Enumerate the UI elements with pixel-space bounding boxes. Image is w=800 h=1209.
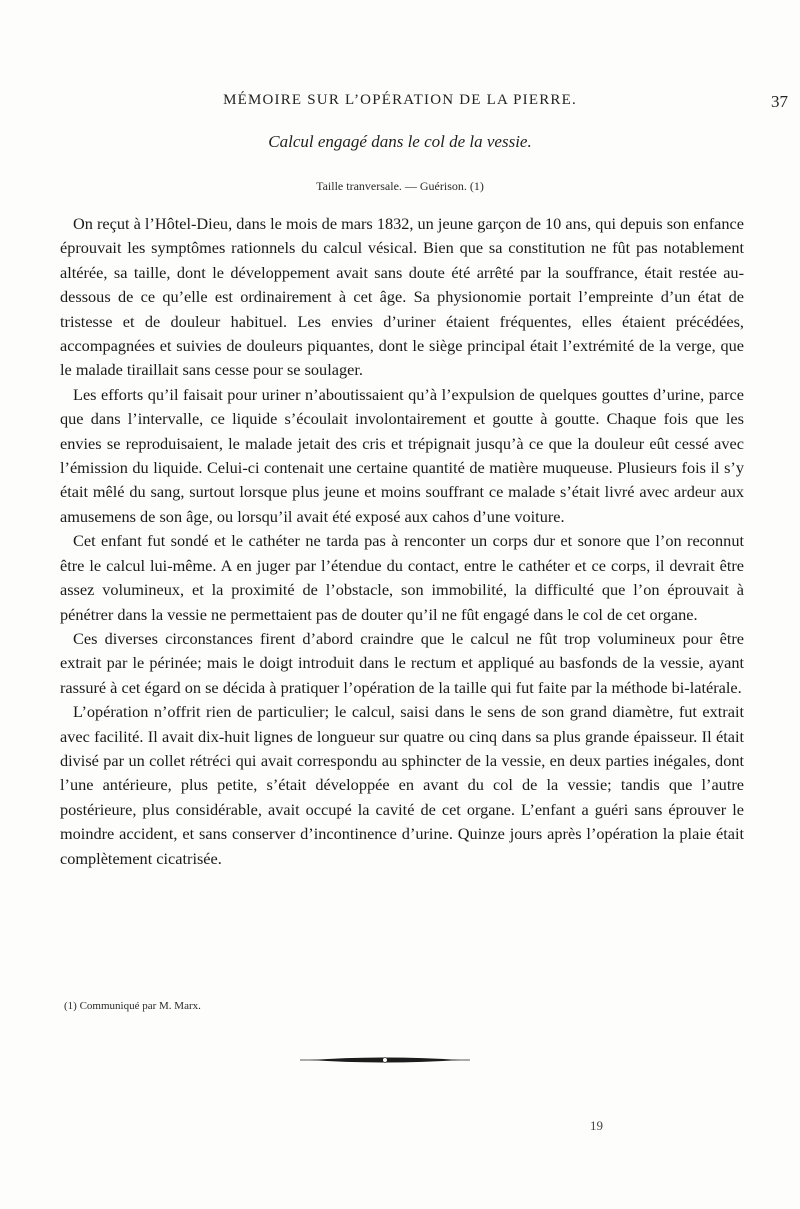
paragraph: Ces diverses circonstances firent d’abord craindre que le calcul ne fût trop volumineux pour être extrait par le périnée; mais le doigt introduit dans le rectum et appliqué au basfonds de la vessie, ayant rassuré à cet égard on se décida à pratiquer l’opération de la taille qui fut faite par la méthode bi-latérale.: [60, 628, 744, 697]
paragraph: Cet enfant fut sondé et le cathéter ne tarda pas à renconter un corps dur et sonore que l’on reconnut être le calcul lui-même. A en juger par l’étendue du contact, entre le cathéter et ce corps, il devrait être assez volumineux, et la proximité de l’obstacle, son immobilité, la difficulté que l’on éprouvait à pénétrer dans la vessie ne permettaient pas de douter qu’il ne fût engagé dans le col de cet organe.: [60, 531, 744, 624]
running-head: [60, 92, 788, 114]
section-title: Calcul engagé dans le col de la vessie.: [268, 132, 532, 151]
section-subtitle: Taille tranversale. — Guérison. (1): [316, 179, 484, 193]
paragraph: Les efforts qu’il faisait pour uriner n’aboutissaient qu’à l’expulsion de quelques gouttes d’urine, parce que dans l’intervalle, ce liquide s’écoulait involontairement et goutte à goutte. Chaque fois que les envies se reproduisaient, le malade jetait des cris et trépignait jusqu’à ce que la douleur eût cessé avec l’émission du liquide. Celui-ci contenait une certaine quantité de matière muqueuse. Plusieurs fois il s’y était mêlé du sang, surtout lorsque plus jeune et moins souffrant ce malade s’était livré avec ardeur aux amusemens de son âge, ou lorsqu’il avait été exposé aux cahos d’une voiture.: [60, 384, 744, 526]
running-title: MÉMOIRE SUR L’OPÉRATION DE LA PIERRE.: [223, 92, 577, 108]
footnote: (1) Communiqué par M. Marx.: [64, 1000, 201, 1012]
body-text: [60, 212, 744, 871]
paragraph: L’opération n’offrit rien de particulier; le calcul, saisi dans le sens de son grand diamètre, fut extrait avec facilité. Il avait dix-huit lignes de longueur sur quatre ou cinq dans sa plus grande épaisseur. Il était divisé par un collet rétréci qui avait correspondu au sphincter de la vessie, en deux parties inégales, dont l’une antérieure, plus petite, s’était développée en avant du col de la vessie; tandis que l’autre postérieure, plus considérable, avait occupé la cavité de cet organe. L’enfant a guéri sans éprouver le moindre accident, et sans conserver d’incontinence d’urine. Quinze jours après l’opération la plaie était complètement cicatrisée.: [60, 702, 744, 868]
paragraph: On reçut à l’Hôtel-Dieu, dans le mois de mars 1832, un jeune garçon de 10 ans, qui depuis son enfance éprouvait les symptômes rationnels du calcul vésical. Bien que sa constitution ne fût pas notablement altérée, sa taille, dont le développement avait sans doute été arrêté par la souffrance, était restée au-dessous de ce qu’elle est ordinairement à cet âge. Sa physionomie portait l’empreinte d’un état de tristesse et de douleur habituel. Les envies d’uriner étaient fréquentes, elles étaient précédées, accompagnées et suivies de douleurs piquantes, dont le siège principal était l’extrémité de la verge, que le malade tiraillait sans cesse pour se soulager.: [60, 214, 744, 380]
decorative-rule-icon: [300, 1054, 470, 1066]
signature-mark: 19: [590, 1118, 603, 1133]
page-number: 37: [771, 92, 788, 111]
